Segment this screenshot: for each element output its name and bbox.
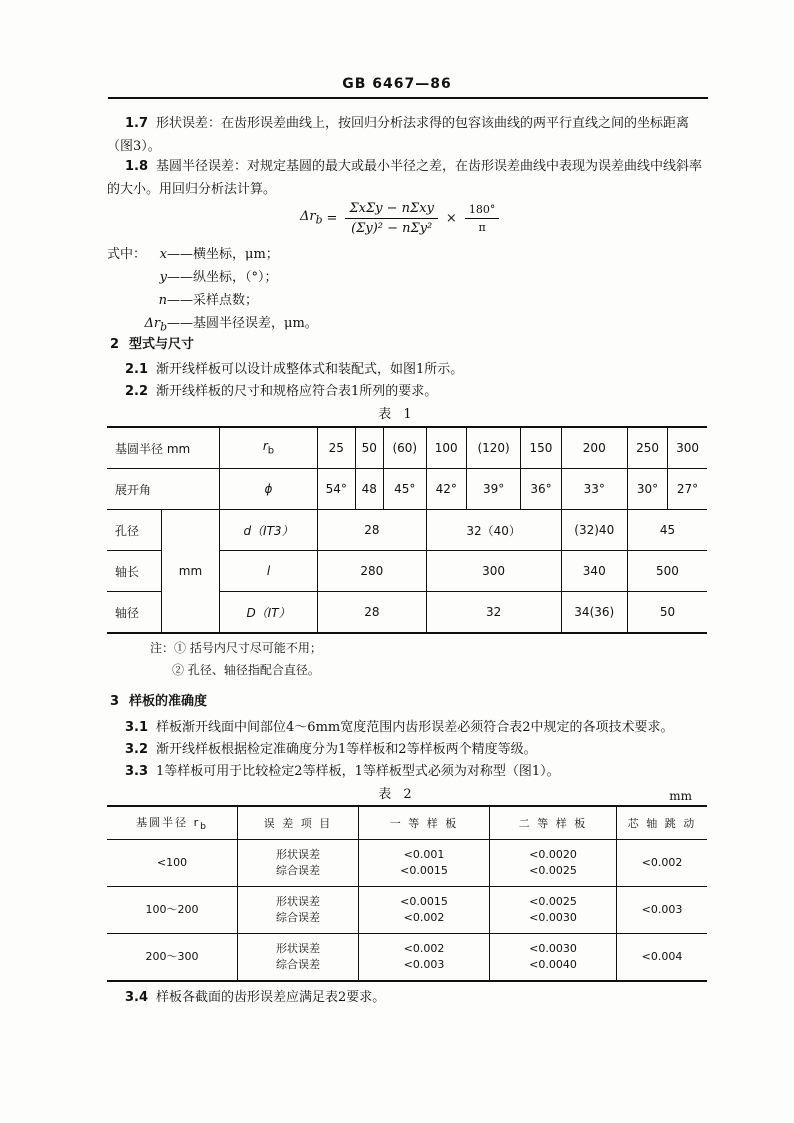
table-cell: 500 — [627, 551, 707, 592]
table-cell: 33° — [561, 469, 627, 510]
table-row — [107, 469, 707, 510]
formula-equals: = — [326, 210, 338, 226]
table-cell: ϕ — [220, 469, 318, 510]
table-cell: 200～300 — [107, 934, 238, 982]
table-header-cell: 基圆半径 $r_b$ — [107, 806, 238, 840]
table-cell: 54° — [318, 469, 356, 510]
table-cell: 150 — [521, 427, 561, 469]
clause-3-4 — [107, 986, 707, 1009]
definition-symbol: n — [158, 293, 167, 308]
formula-factor-denominator: π — [478, 220, 486, 234]
clause-text: 形状误差：在齿形误差曲线上，按回归分析法求得的包容该曲线的两平行直线之间的坐标距离（图3）。 — [107, 116, 690, 154]
clause-number: 3.2 — [125, 742, 149, 757]
table-2-caption: 表 2 — [378, 787, 416, 802]
clause-3-1 — [107, 716, 707, 739]
table-cell: 39° — [466, 469, 521, 510]
radius-error-formula — [300, 198, 503, 238]
header-rule — [108, 97, 708, 99]
table-cell: <100 — [107, 840, 238, 887]
clause-number: 3.4 — [125, 990, 149, 1005]
clause-number: 1.7 — [125, 116, 149, 131]
table-unit-cell: mm — [162, 510, 220, 634]
table-cell: (60) — [383, 427, 426, 469]
definition-text: ——横坐标，μm； — [167, 247, 279, 262]
definition-symbol: $\Delta r_b$ — [144, 316, 167, 334]
definition-text: ——基圆半径误差，μm。 — [167, 316, 318, 331]
table-note: 注：① 括号内尺寸尽可能不用； — [150, 641, 322, 655]
table-row — [107, 510, 707, 551]
section-title: 型式与尺寸 — [129, 337, 195, 352]
table-1-notes — [150, 637, 322, 681]
table-cell: 34(36) — [561, 592, 627, 634]
clause-number: 1.8 — [125, 159, 149, 174]
table-cell: 200 — [561, 427, 627, 469]
table-header-cell: 芯 轴 跳 动 — [617, 806, 708, 840]
table-cell: 形状误差 综合误差 — [238, 840, 359, 887]
clause-1-7 — [107, 112, 707, 158]
table-cell: 孔径 — [107, 510, 162, 551]
section-2-heading — [110, 333, 204, 352]
table-cell: <0.003 — [617, 887, 708, 934]
clause-text: 渐开线样板根据检定准确度分为1等样板和2等样板两个精度等级。 — [156, 742, 537, 757]
table-cell: 32（40） — [426, 510, 561, 551]
table-cell: 形状误差 综合误差 — [238, 934, 359, 982]
section-title: 样板的准确度 — [129, 694, 208, 709]
variable-definitions — [107, 243, 318, 339]
definition-symbol: y — [159, 270, 167, 285]
section-number: 3 — [110, 694, 120, 709]
table-cell: <0.002 <0.003 — [359, 934, 490, 982]
formula-numerator: ΣxΣy − nΣxy — [345, 201, 437, 219]
table-cell: 280 — [318, 551, 427, 592]
table-cell: (120) — [466, 427, 521, 469]
table-cell: 42° — [426, 469, 466, 510]
table-2 — [107, 805, 707, 982]
clause-number: 3.3 — [125, 764, 149, 779]
table-header-cell: 一 等 样 板 — [359, 806, 490, 840]
table-cell: <0.0015 <0.002 — [359, 887, 490, 934]
clause-number: 3.1 — [125, 720, 149, 735]
table-cell: 形状误差 综合误差 — [238, 887, 359, 934]
clause-text: 样板渐开线面中间部位4～6mm宽度范围内齿形误差必须符合表2中规定的各项技术要求。 — [156, 720, 674, 735]
table-cell: 250 — [627, 427, 667, 469]
formula-fraction — [345, 201, 437, 236]
table-cell: 300 — [668, 427, 707, 469]
clause-text: 基圆半径误差：对规定基圆的最大或最小半径之差，在齿形误差曲线中表现为误差曲线中线斜率的大小。用回归分析法计算。 — [107, 159, 703, 197]
table-1 — [107, 426, 707, 634]
table-1-caption: 表 1 — [378, 407, 416, 422]
table-cell: D（IT） — [220, 592, 318, 634]
table-cell: d（IT3） — [220, 510, 318, 551]
definition-text: ——纵坐标，（°）； — [167, 270, 278, 285]
clause-text: 样板各截面的齿形误差应满足表2要求。 — [156, 990, 386, 1005]
table-cell: 28 — [318, 510, 427, 551]
table-row — [107, 427, 707, 469]
table-cell: 50 — [627, 592, 707, 634]
table-note: ② 孔径、轴径指配合直径。 — [172, 663, 320, 677]
table-cell: 轴径 — [107, 592, 162, 634]
formula-factor-numerator: 180° — [465, 203, 500, 219]
table-cell: $r_b$ — [220, 427, 318, 469]
table-row — [107, 840, 707, 887]
table-cell: 300 — [426, 551, 561, 592]
definition-text: ——采样点数； — [167, 293, 259, 308]
table-cell: 48 — [355, 469, 383, 510]
formula-times: × — [445, 210, 457, 226]
clause-1-8 — [107, 155, 707, 201]
table-cell: 28 — [318, 592, 427, 634]
table-cell: 32 — [426, 592, 561, 634]
table-cell: <0.004 — [617, 934, 708, 982]
where-label: 式中： — [107, 247, 147, 262]
table-2-unit: mm — [669, 789, 692, 803]
clause-3-3 — [107, 760, 707, 783]
table-cell: 50 — [355, 427, 383, 469]
table-row — [107, 887, 707, 934]
table-header-cell: 二 等 样 板 — [490, 806, 617, 840]
table-cell: <0.002 — [617, 840, 708, 887]
clause-number: 2.2 — [125, 384, 149, 399]
table-cell: 25 — [318, 427, 356, 469]
formula-denominator: (Σy)² − nΣy² — [351, 220, 433, 236]
table-cell: (32)40 — [561, 510, 627, 551]
table-header-row — [107, 806, 707, 840]
table-cell: <0.001 <0.0015 — [359, 840, 490, 887]
table-cell: 45 — [627, 510, 707, 551]
table-cell: 27° — [668, 469, 707, 510]
definition-row — [107, 289, 318, 312]
table-cell: 展开角 — [107, 469, 220, 510]
definition-row — [107, 266, 318, 289]
table-cell: 36° — [521, 469, 561, 510]
table-header-cell: 误 差 项 目 — [238, 806, 359, 840]
definition-row — [107, 243, 318, 266]
clause-text: 渐开线样板可以设计成整体式和装配式，如图1所示。 — [156, 362, 464, 377]
table-cell: 100 — [426, 427, 466, 469]
table-cell: 30° — [627, 469, 667, 510]
table-cell: <0.0025 <0.0030 — [490, 887, 617, 934]
table-cell: <0.0020 <0.0025 — [490, 840, 617, 887]
table-cell: l — [220, 551, 318, 592]
clause-3-2 — [107, 738, 707, 761]
formula-lhs: $\Delta r_b$ — [300, 209, 323, 227]
definition-symbol: x — [159, 247, 167, 262]
clause-text: 渐开线样板的尺寸和规格应符合表1所列的要求。 — [156, 384, 438, 399]
table-cell: 45° — [383, 469, 426, 510]
clause-2-2 — [107, 380, 707, 403]
section-number: 2 — [110, 337, 120, 352]
document-header: GB 6467—86 — [342, 76, 452, 92]
formula-factor — [465, 203, 500, 234]
table-cell: 基圆半径 mm — [107, 427, 220, 469]
clause-2-1 — [107, 358, 707, 381]
clause-text: 1等样板可用于比较检定2等样板，1等样板型式必须为对称型（图1）。 — [156, 764, 560, 779]
table-row — [107, 934, 707, 982]
table-cell: 340 — [561, 551, 627, 592]
table-cell: <0.0030 <0.0040 — [490, 934, 617, 982]
table-cell: 轴长 — [107, 551, 162, 592]
clause-number: 2.1 — [125, 362, 149, 377]
table-cell: 100～200 — [107, 887, 238, 934]
section-3-heading — [110, 690, 217, 709]
